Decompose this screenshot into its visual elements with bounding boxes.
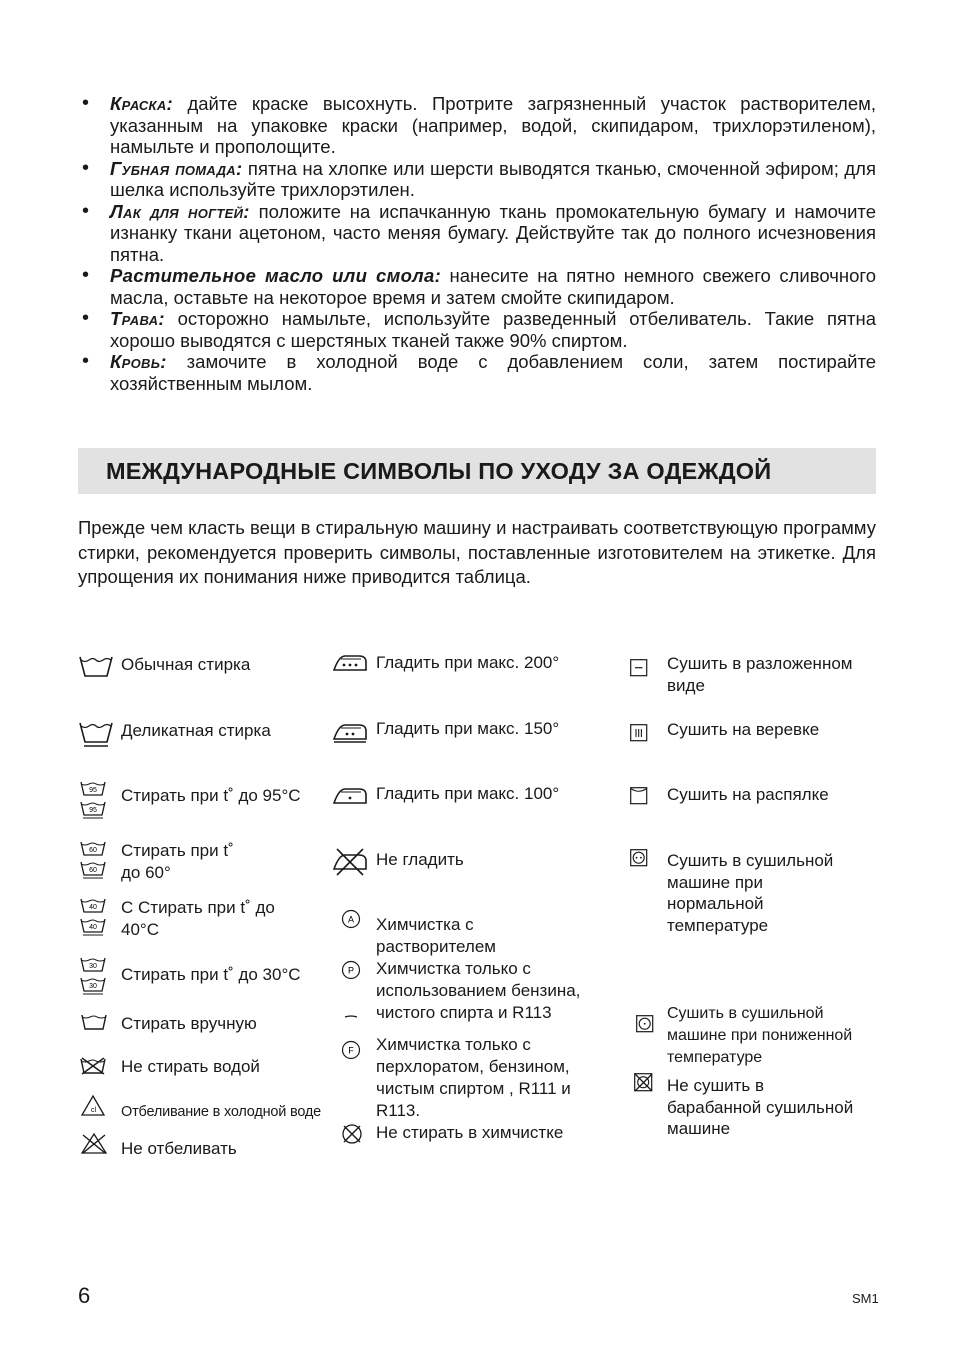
tip-text: осторожно намыльте, используйте разведенный отбеливатель. Такие пятна хорошо выводятся с шерстяных тканей также 90% спиртом. (110, 308, 876, 351)
tumble-dry-normal-label-3: нормальной (667, 894, 764, 913)
tumble-dry-normal-label-2: машине при (667, 873, 763, 892)
tip-term: Трава: (110, 308, 165, 329)
no-tumble-dry-label-2: барабанной сушильной (667, 1098, 854, 1117)
dry-clean-p-label-2: использованием бензина, (376, 981, 581, 1000)
section-title: МЕЖДУНАРОДНЫЕ СИМВОЛЫ ПО УХОДУ ЗА ОДЕЖДОЙ (106, 458, 772, 484)
tip-term: Лак для ногтей: (110, 200, 250, 222)
wash-30-label: Стирать при t˚ до 30°C (121, 965, 301, 984)
wash-temp-number: 60 (89, 867, 97, 874)
list-item (78, 93, 876, 158)
hand-wash-label: Стирать вручную (121, 1014, 257, 1033)
no-tumble-dry-label-3: машине (667, 1119, 731, 1138)
list-item (78, 351, 876, 394)
dry-line-label: Сушить на веревке (667, 720, 820, 739)
wash-normal-label: Обычная стирка (121, 655, 251, 674)
wash-temp-number: 60 (89, 847, 97, 854)
tip-term: Кровь: (110, 351, 167, 372)
tip-text: нанесите на пятно немного свежего сливочного масла, оставьте на некоторое время и затем смойте скипидаром. (110, 265, 876, 308)
dry-clean-a-label-2: растворителем (376, 937, 496, 956)
list-item (78, 265, 876, 308)
dry-clean-letter: A (347, 914, 355, 925)
wash-60-label-line2: до 60° (121, 863, 171, 882)
tumble-dry-low-label-2: машине при пониженной (667, 1027, 853, 1044)
wash-temp-number: 40 (89, 904, 97, 911)
tip-text: положите на испачканную ткань промокательную бумагу и намочите изнанку ткани ацетоном, часто меняя бумагу. Действуйте так до полного исчезновения пятна. (110, 200, 876, 265)
wash-60-label-line1: Стирать при t˚ (121, 841, 234, 860)
iron-100-label: Гладить при макс. 100° (376, 784, 560, 803)
wash-temp-number: 95 (89, 787, 97, 794)
page-code: SM1 (852, 1291, 879, 1306)
page-number: 6 (78, 1283, 91, 1308)
list-item (78, 201, 876, 266)
wash-temp-number: 40 (89, 924, 97, 931)
wash-40-label-line1: С Стирать при t˚ до (121, 898, 275, 917)
dry-clean-p-label-1: Химчистка только с (376, 959, 531, 978)
bleach-cold-label: Отбеливание в холодной воде (121, 1104, 322, 1120)
list-item (78, 158, 876, 201)
dry-clean-f-label-1: Химчистка только с (376, 1035, 531, 1054)
dry-clean-f-label-4: R113. (376, 1101, 421, 1120)
tip-text: замочите в холодной воде с добавлением соли, затем постирайте хозяйственным мылом. (110, 351, 876, 394)
wash-temp-number: 30 (89, 963, 97, 970)
intro-paragraph: Прежде чем класть вещи в стиральную машину и настраивать соответствующую программу стирки, рекомендуется проверить символы, поставленные изготовителем на этикетке. Для упрощения их понимания ниже приводится таблица. (78, 517, 876, 587)
tumble-dry-normal-label-1: Сушить в сушильной (667, 851, 834, 870)
dry-clean-p-label-3: чистого спирта и R113 (376, 1003, 552, 1022)
dry-clean-a-label-1: Химчистка с (376, 915, 474, 934)
iron-200-label: Гладить при макс. 200° (376, 653, 560, 672)
tip-text: дайте краске высохнуть. Протрите загрязненный участок растворителем, указанным на упаковке краски (например, водой, скипидаром, трихлорэтиленом), намыльте и прополощите. (110, 93, 876, 157)
dry-flat-label-2: виде (667, 676, 705, 695)
dry-clean-f-label-3: чистым спиртом , R111 и (376, 1079, 571, 1098)
no-tumble-dry-label-1: Не сушить в (667, 1076, 764, 1095)
section-header-bar (78, 448, 876, 494)
wash-delicate-label: Деликатная стирка (121, 721, 271, 740)
no-bleach-label: Не отбеливать (121, 1139, 237, 1158)
tip-text: пятна на хлопке или шерсти выводятся тканью, смоченной эфиром; для шелка используйте трихлорэтилен. (110, 157, 876, 200)
no-dry-clean-label: Не стирать в химчистке (376, 1123, 564, 1142)
dry-flat-label-1: Сушить в разложенном (667, 654, 853, 673)
tip-term: Краска: (110, 93, 173, 114)
tumble-dry-low-label-3: температуре (667, 1049, 763, 1066)
tumble-dry-normal-label-4: температуре (667, 916, 769, 935)
wash-40-label-line2: 40°C (121, 920, 159, 939)
dry-clean-f-label-2: перхлоратом, бензином, (376, 1057, 570, 1076)
bleach-mark: cl (91, 1107, 97, 1114)
tip-term: Губная помада: (110, 157, 243, 179)
dry-hanger-label: Сушить на распялке (667, 785, 829, 804)
dry-clean-letter: P (347, 965, 355, 976)
no-wash-label: Не стирать водой (121, 1057, 260, 1076)
dry-clean-letter: F (348, 1045, 354, 1056)
iron-150-label: Гладить при макс. 150° (376, 719, 560, 738)
stain-tips-list (78, 93, 876, 394)
list-item (78, 308, 876, 351)
tumble-dry-low-label-1: Сушить в сушильной (667, 1005, 824, 1022)
wash-temp-number: 30 (89, 983, 97, 990)
wash-temp-number: 95 (89, 807, 97, 814)
tip-term: Растительное масло или смола: (110, 265, 442, 286)
wash-95-label: Стирать при t˚ до 95°C (121, 786, 301, 805)
no-iron-label: Не гладить (376, 850, 464, 869)
